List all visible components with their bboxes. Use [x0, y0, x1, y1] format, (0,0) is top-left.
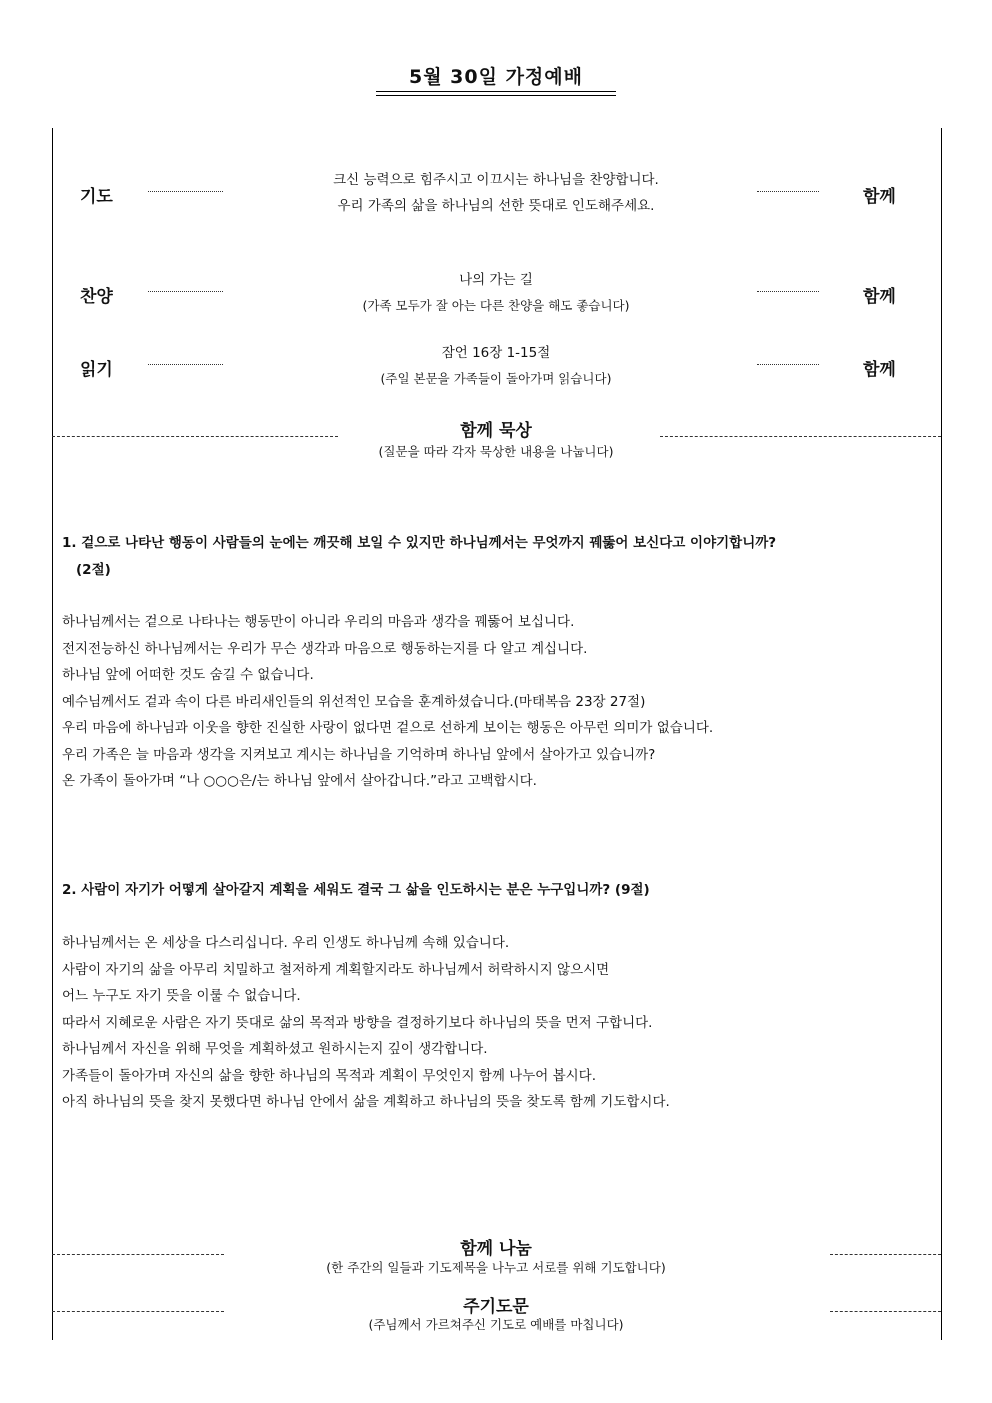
liturgy-role-hymn: 함께 — [863, 287, 896, 307]
answer-line: 아직 하나님의 뜻을 찾지 못했다면 하나님 안에서 삶을 계획하고 하나님의 뜻을 찾도록 함께 기도합시다. — [62, 1094, 670, 1110]
section-heading-lords-prayer: 주기도문 — [463, 1297, 529, 1317]
answer-line: 하나님께서 자신을 위해 무엇을 계획하셨고 원하시는지 깊이 생각합니다. — [62, 1041, 488, 1057]
answer-line: 가족들이 돌아가며 자신의 삶을 향한 하나님의 목적과 계획이 무엇인지 함께 나누어 봅시다. — [62, 1067, 597, 1084]
liturgy-content-hymn — [180, 267, 812, 319]
answer-line: 예수님께서도 겉과 속이 다른 바리새인들의 위선적인 모습을 훈계하셨습니다.(마태복음 23장 27절) — [62, 693, 646, 710]
answer-2 — [62, 930, 942, 1116]
leader-dots — [757, 291, 819, 292]
question-1 — [62, 530, 942, 584]
title-underline — [376, 91, 616, 92]
liturgy-label-reading: 읽기 — [80, 360, 113, 380]
answer-line: 따라서 지혜로운 사람은 자기 뜻대로 삶의 목적과 방향을 결정하기보다 하나님의 뜻을 먼저 구합니다. — [62, 1014, 653, 1031]
liturgy-content-prayer — [180, 167, 812, 219]
answer-line: 우리 가족은 늘 마음과 생각을 지켜보고 계시는 하나님을 기억하며 하나님 앞에서 살아가고 있습니까? — [62, 746, 656, 763]
liturgy-note: (주일 본문을 가족들이 돌아가며 읽습니다) — [380, 371, 612, 386]
answer-line: 사람이 자기의 삶을 아무리 치밀하고 철저하게 계획할지라도 하나님께서 허락하시지 않으시면 — [62, 961, 610, 978]
leader-dots — [757, 364, 819, 365]
section-subtitle-lords-prayer: (주님께서 가르쳐주신 기도로 예배를 마칩니다) — [368, 1317, 624, 1332]
question-2 — [62, 877, 942, 904]
answer-line: 온 가족이 돌아가며 “나 ○○○은/는 하나님 앞에서 살아갑니다.”라고 고백합시다. — [62, 773, 537, 789]
question-verse: (2절) — [76, 562, 111, 578]
answer-line: 하나님 앞에 어떠한 것도 숨길 수 없습니다. — [62, 667, 314, 683]
answer-line: 하나님께서는 겉으로 나타나는 행동만이 아니라 우리의 마음과 생각을 꿰뚫어 보십니다. — [62, 614, 575, 630]
liturgy-line: 나의 가는 길 — [459, 272, 533, 288]
title-underline-secondary — [376, 95, 616, 96]
answer-line: 우리 마음에 하나님과 이웃을 향한 진실한 사랑이 없다면 겉으로 선하게 보이는 행동은 아무런 의미가 없습니다. — [62, 720, 714, 736]
answer-1 — [62, 609, 942, 795]
liturgy-role-prayer: 함께 — [863, 187, 896, 207]
liturgy-role-reading: 함께 — [863, 360, 896, 380]
page-title: 5월 30일 가정예배 — [408, 66, 583, 88]
liturgy-content-reading — [180, 340, 812, 392]
liturgy-line: 우리 가족의 삶을 하나님의 선한 뜻대로 인도해주세요. — [337, 198, 655, 214]
section-heading-meditation: 함께 묵상 — [460, 421, 532, 441]
left-border — [52, 128, 53, 1340]
answer-line: 어느 누구도 자기 뜻을 이룰 수 없습니다. — [62, 988, 301, 1004]
section-heading-sharing: 함께 나눔 — [460, 1239, 532, 1259]
answer-line: 전지전능하신 하나님께서는 우리가 무슨 생각과 마음으로 행동하는지를 다 알고 계십니다. — [62, 640, 588, 657]
section-subtitle-sharing: (한 주간의 일들과 기도제목을 나누고 서로를 위해 기도합니다) — [326, 1260, 666, 1275]
question-text: 1. 겉으로 나타난 행동이 사람들의 눈에는 깨끗해 보일 수 있지만 하나님께서는 무엇까지 꿰뚫어 보신다고 이야기합니까? — [62, 535, 777, 551]
question-text: 2. 사람이 자기가 어떻게 살아갈지 계획을 세워도 결국 그 삶을 인도하시는 분은 누구입니까? (9절) — [62, 882, 650, 898]
liturgy-label-hymn: 찬양 — [80, 287, 113, 307]
liturgy-line: 잠언 16장 1-15절 — [441, 345, 551, 361]
liturgy-label-prayer: 기도 — [80, 187, 113, 207]
leader-dots — [757, 191, 819, 192]
liturgy-line: 크신 능력으로 힘주시고 이끄시는 하나님을 찬양합니다. — [333, 172, 659, 188]
section-subtitle-meditation: (질문을 따라 각자 묵상한 내용을 나눕니다) — [378, 444, 614, 459]
answer-line: 하나님께서는 온 세상을 다스리십니다. 우리 인생도 하나님께 속해 있습니다. — [62, 935, 510, 951]
liturgy-note: (가족 모두가 잘 아는 다른 찬양을 해도 좋습니다) — [362, 298, 630, 313]
